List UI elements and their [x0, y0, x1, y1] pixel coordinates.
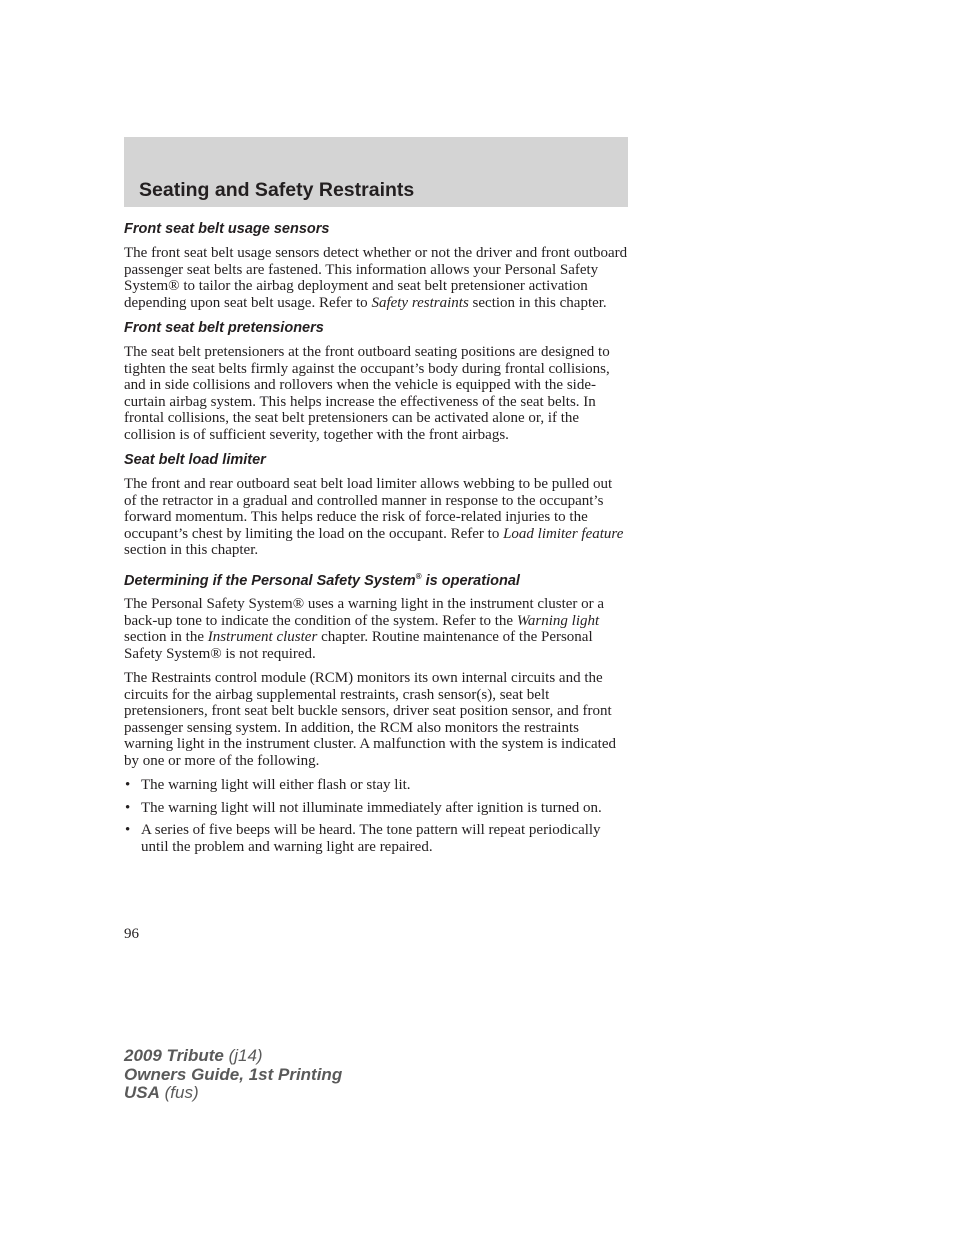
paragraph-text: section in this chapter. — [468, 294, 607, 311]
paragraph — [124, 476, 628, 559]
paragraph-text: The Personal Safety System® uses a warning light in the instrument cluster or a back-up tone to indicate the condition of the system. Refer to the — [124, 596, 605, 629]
footer-imprint — [124, 1047, 342, 1103]
cross-reference: Safety restraints — [371, 294, 469, 311]
paragraph: The seat belt pretensioners at the front outboard seating positions are designed to tighten the seat belts firmly against the occupant’s body during frontal collisions, and in side collisions and rollovers when the vehicle is equipped with the side-curtain airbag system. This helps increase the effectiveness of the seat belts. In frontal collisions, the seat belt pretensioners can be activated alone or, if the collision is of sufficient severity, together with the front airbags. — [124, 344, 610, 443]
section-heading — [124, 567, 628, 591]
page-number: 96 — [124, 926, 139, 942]
bullet-icon: • — [125, 822, 131, 839]
section-heading: Seat belt load limiter — [124, 452, 266, 468]
list-item — [124, 800, 628, 817]
chapter-title: Seating and Safety Restraints — [139, 179, 415, 201]
bullet-list — [124, 777, 628, 855]
section-operational — [124, 567, 628, 856]
footer-line — [124, 1047, 342, 1066]
paragraph-text: The front and rear outboard seat belt load limiter allows webbing to be pulled out of the retractor in a gradual and controlled manner in response to the occupant’s forward momentum. This helps reduce the risk of force-related injuries to the occupant’s chest by limiting the load on the occupant. Refer to — [124, 476, 613, 542]
paragraph-text: section in the — [124, 629, 208, 646]
section-load-limiter — [124, 451, 628, 559]
registered-mark: ® — [415, 571, 422, 581]
bullet-icon: • — [125, 777, 131, 794]
footer-edition: Owners Guide, 1st Printing — [124, 1064, 343, 1084]
paragraph: The Restraints control module (RCM) monitors its own internal circuits and the circuits for the airbag supplemental restraints, crash sensor(s), seat belt pretensioners, front seat belt buckle sensors, driver seat position sensor, and front passenger sensing system. In addition, the RCM also monitors the restraints warning light in the instrument cluster. A malfunction with the system is indicated by one or more of the following. — [124, 670, 617, 769]
paragraph-text: section in this chapter. — [124, 542, 259, 558]
list-item-text: A series of five beeps will be heard. The tone pattern will repeat periodically until the problem and warning light are repaired. — [141, 822, 601, 855]
paragraph — [124, 245, 628, 311]
list-item — [124, 822, 628, 855]
footer-code: (fus) — [159, 1083, 199, 1103]
paragraph-text: chapter. Routine maintenance of the Personal Safety System® is not required. — [124, 629, 593, 662]
section-pretensioners — [124, 319, 628, 443]
heading-text: Determining if the Personal Safety System — [124, 572, 416, 589]
list-item-text: The warning light will not illuminate immediately after ignition is turned on. — [141, 799, 602, 816]
footer-line — [124, 1066, 342, 1085]
heading-text: is operational — [421, 572, 520, 589]
footer-model: 2009 Tribute — [124, 1046, 224, 1065]
bullet-icon: • — [125, 799, 131, 816]
cross-reference: Instrument cluster — [207, 629, 318, 646]
list-item-text: The warning light will either flash or stay lit. — [141, 777, 411, 794]
chapter-header-band — [124, 137, 628, 207]
cross-reference: Warning light — [516, 612, 600, 629]
section-heading: Front seat belt pretensioners — [124, 320, 324, 336]
list-item — [124, 777, 628, 794]
paragraph — [124, 596, 628, 662]
page-content — [124, 220, 628, 861]
paragraph-text: The front seat belt usage sensors detect whether or not the driver and front outboard passenger seat belts are fastened. This information allows your Personal Safety System® to tailor the airbag deployment and seat belt pretensioner activation depending upon seat belt usage. Refer to — [124, 245, 628, 311]
footer-line — [124, 1084, 342, 1103]
section-usage-sensors — [124, 220, 628, 311]
section-heading: Front seat belt usage sensors — [124, 221, 330, 237]
cross-reference: Load limiter feature — [503, 525, 624, 542]
footer-code: (j14) — [223, 1046, 263, 1065]
footer-market: USA — [124, 1083, 160, 1103]
